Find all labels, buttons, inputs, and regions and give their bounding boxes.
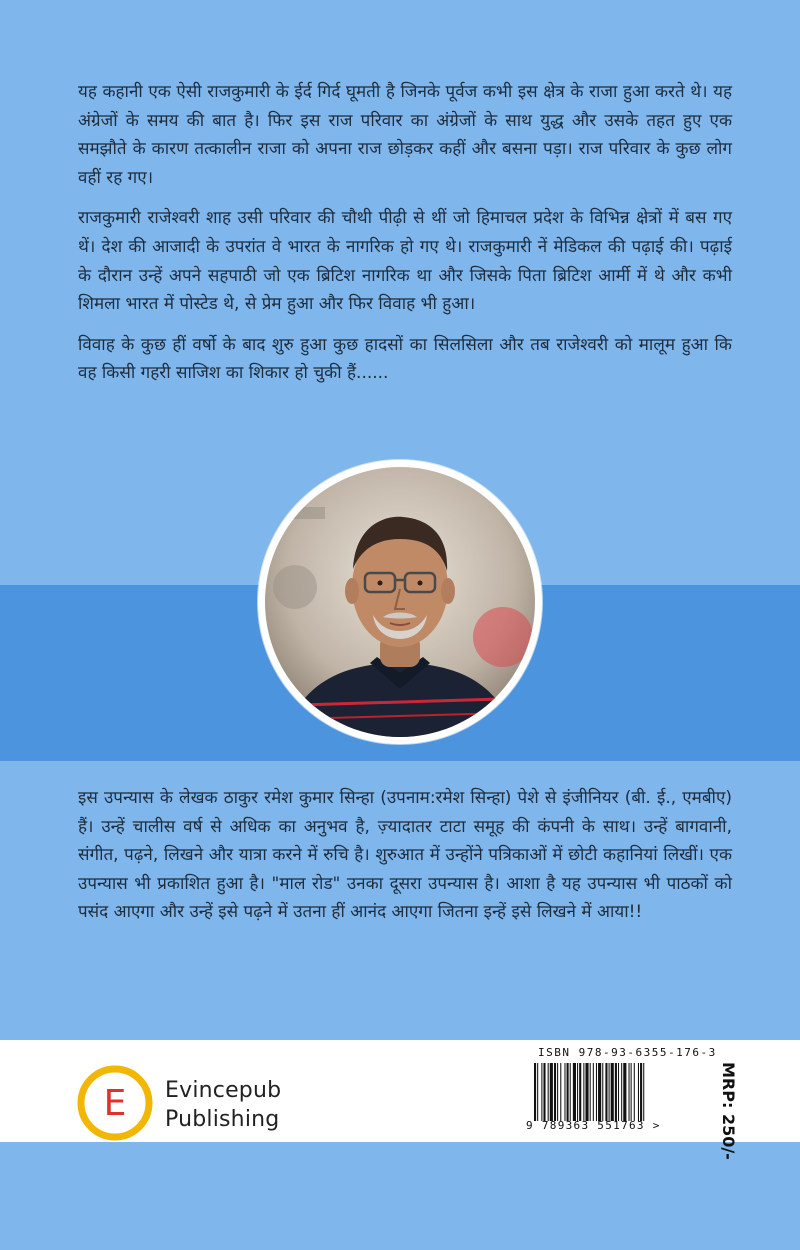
synopsis-paragraph-2: राजकुमारी राजेश्वरी शाह उसी परिवार की चौथी पीढ़ी से थीं जो हिमाचल प्रदेश के विभिन्न क्षेत्रों में बस गए थें। देश की आजादी के उपरांत वे भारत के नागरिक हो गए थे। राजकुमारी नें मेडिकल की पढ़ाई की। पढ़ाई के दौरान उन्हें अपने सहपाठी जो एक ब्रिटिश नागरिक था और जिसके पिता ब्रिटिश आर्मी में थे और कभी शिमला भारत में पोस्टेड थे, से प्रेम हुआ और फिर विवाह भी हुआ। bbox=[78, 208, 732, 315]
barcode-bar bbox=[564, 1063, 565, 1121]
barcode-bar bbox=[583, 1063, 584, 1121]
barcode-bar bbox=[640, 1063, 642, 1121]
barcode-bar bbox=[609, 1063, 610, 1121]
barcode-bar bbox=[560, 1063, 561, 1121]
barcode-bar bbox=[550, 1063, 553, 1121]
barcode-bar bbox=[602, 1063, 603, 1121]
publisher-name: Evincepub bbox=[165, 1078, 282, 1103]
barcode-bar bbox=[541, 1063, 542, 1121]
barcode-bar bbox=[557, 1063, 558, 1121]
publisher-logo bbox=[75, 1063, 315, 1143]
barcode-bar bbox=[593, 1063, 594, 1121]
barcode-bar bbox=[631, 1063, 632, 1121]
barcode-bar bbox=[590, 1063, 591, 1121]
barcode-bar bbox=[618, 1063, 619, 1121]
barcode-bar bbox=[621, 1063, 622, 1121]
barcode-bar bbox=[638, 1063, 639, 1121]
isbn-label: ISBN 978-93-6355-176-3 bbox=[538, 1046, 717, 1059]
publisher-logo-mark-icon bbox=[75, 1063, 155, 1143]
logo-letter: E bbox=[103, 1083, 127, 1124]
barcode-bar bbox=[570, 1063, 571, 1121]
barcode-bar bbox=[534, 1063, 536, 1121]
barcode-bars-icon bbox=[534, 1063, 690, 1121]
barcode-bar bbox=[596, 1063, 597, 1121]
barcode-bar bbox=[579, 1063, 581, 1121]
barcode-bar bbox=[585, 1063, 588, 1121]
author-portrait-icon bbox=[265, 467, 535, 737]
barcode-bar bbox=[554, 1063, 556, 1121]
barcode-bar bbox=[634, 1063, 635, 1121]
author-bio bbox=[78, 784, 732, 927]
synopsis bbox=[78, 78, 732, 400]
barcode-bar bbox=[567, 1063, 569, 1121]
barcode-bar bbox=[598, 1063, 601, 1121]
barcode-bar bbox=[537, 1063, 538, 1121]
barcode-bar bbox=[548, 1063, 549, 1121]
barcode-bar bbox=[573, 1063, 576, 1121]
mrp-label: MRP: 250/- bbox=[719, 1062, 738, 1160]
author-bio-text: इस उपन्यास के लेखक ठाकुर रमेश कुमार सिन्हा (उपनाम:रमेश सिन्हा) पेशे से इंजीनियर (बी. ई., एमबीए) हैं। उन्हें चालीस वर्ष से अधिक का अनुभव है, ज़्यादातर टाटा समूह की कंपनी के साथ। उन्हें बागवानी, संगीत, पढ़ने, लिखने और यात्रा करने में रुचि है। शुरुआत में उन्होंने पत्रिकाओं में छोटी कहानियां लिखीं। एक उपन्यास भी प्रकाशित हुआ है। "माल रोड" उनका दूसरा उपन्यास है। आशा है यह उपन्यास भी पाठकों को पसंद आएगा और उन्हें इसे पढ़ने में उतना हीं आनंद आएगा जितना इन्हें इसे लिखने में आया!! bbox=[78, 788, 732, 923]
barcode-bar bbox=[543, 1063, 545, 1121]
barcode-bar bbox=[611, 1063, 614, 1121]
synopsis-paragraph-3: विवाह के कुछ हीं वर्षो के बाद शुरु हुआ कुछ हादसों का सिलसिला और तब राजेश्वरी को मालूम हुआ कि वह किसी गहरी साजिश का शिकार हो चुकी हैं...... bbox=[78, 334, 732, 384]
synopsis-paragraph-1: यह कहानी एक ऐसी राजकुमारी के ईर्द गिर्द घूमती है जिनके पूर्वज कभी इस क्षेत्र के राजा हुआ करते थे। यह अंग्रेजों के समय की बात है। फिर इस राज परिवार का अंग्रेजों के साथ युद्ध और उसके तहत हुए एक समझौते के कारण तत्कालीन राजा को अपना राज छोड़कर कहीं और बसना पड़ा। राज परिवार के कुछ लोग वहीं रह गए। bbox=[78, 82, 732, 188]
barcode-bar bbox=[615, 1063, 617, 1121]
author-photo bbox=[258, 460, 542, 744]
barcode bbox=[510, 1046, 730, 1136]
barcode-bar bbox=[623, 1063, 626, 1121]
barcode-bar bbox=[629, 1063, 630, 1121]
barcode-bar bbox=[643, 1063, 644, 1121]
publisher-sub: Publishing bbox=[165, 1107, 280, 1132]
barcode-bar bbox=[605, 1063, 607, 1121]
barcode-bar bbox=[577, 1063, 578, 1121]
isbn-digits: 9 789363 551763 > bbox=[526, 1119, 661, 1132]
